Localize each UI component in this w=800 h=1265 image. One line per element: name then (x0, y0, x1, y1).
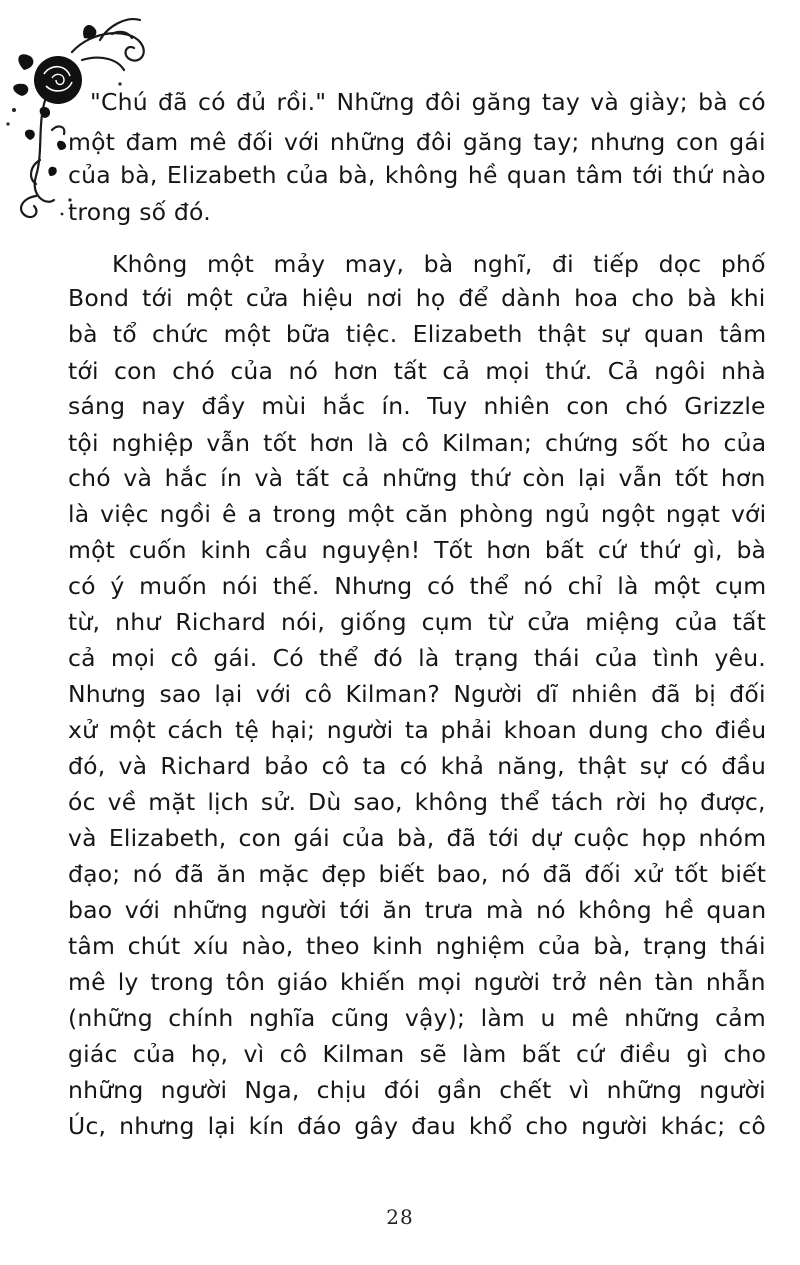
text-line: cả mọi cô gái. Có thể đó là trạng thái của tình yêu. (68, 644, 766, 672)
text-line: đó, và Richard bảo cô ta có khả năng, thật sự có đầu (68, 752, 767, 780)
text-line: và Elizabeth, con gái của bà, đã tới dự cuộc họp nhóm (68, 824, 767, 852)
text-line: trong số đó. (68, 198, 211, 226)
rose-icon (34, 56, 82, 104)
text-line: tới con chó của nó hơn tất cả mọi thứ. Cả ngôi nhà (68, 357, 766, 385)
text-line: của bà, Elizabeth của bà, không hề quan tâm tới thứ nào (68, 161, 766, 189)
text-line: mê ly trong tôn giáo khiến mọi người trở nên tàn nhẫn (68, 968, 766, 996)
text-line: bao với những người tới ăn trưa mà nó không hề quan (68, 896, 767, 924)
text-line: bà tổ chức một bữa tiệc. Elizabeth thật sự quan tâm (68, 320, 767, 348)
text-line: xử một cách tệ hại; người ta phải khoan dung cho điều (68, 716, 767, 744)
text-line: tội nghiệp vẫn tốt hơn là cô Kilman; chứng sốt ho của (68, 429, 767, 457)
text-line: những người Nga, chịu đói gần chết vì những người (68, 1076, 766, 1104)
text-line: (những chính nghĩa cũng vậy); làm u mê những cảm (68, 1004, 766, 1032)
text-line: Không một mảy may, bà nghĩ, đi tiếp dọc phố (112, 250, 766, 278)
text-line: Úc, nhưng lại kín đáo gây đau khổ cho người khác; cô (68, 1112, 767, 1140)
text-line: óc về mặt lịch sử. Dù sao, không thể tách rời họ được, (68, 788, 766, 816)
text-line: "Chú đã có đủ rồi." Những đôi găng tay và giày; bà có (90, 88, 766, 116)
text-line: Nhưng sao lại với cô Kilman? Người dĩ nhiên đã bị đối (68, 680, 766, 708)
text-line: chó và hắc ín và tất cả những thứ còn lại vẫn tốt hơn (68, 464, 766, 492)
text-line: giác của họ, vì cô Kilman sẽ làm bất cứ điều gì cho (68, 1040, 767, 1068)
text-line: một cuốn kinh cầu nguyện! Tốt hơn bất cứ thứ gì, bà (68, 536, 767, 564)
text-line: là việc ngồi ê a trong một căn phòng ngủ ngột ngạt với (68, 500, 767, 528)
text-line: từ, như Richard nói, giống cụm từ cửa miệng của tất (68, 608, 767, 636)
text-line: sáng nay đầy mùi hắc ín. Tuy nhiên con chó Grizzle (68, 392, 766, 420)
text-line: có ý muốn nói thế. Nhưng có thể nó chỉ là một cụm (68, 572, 767, 600)
page-number: 28 (386, 1205, 414, 1229)
text-line: một đam mê đối với những đôi găng tay; nhưng con gái (68, 128, 766, 156)
text-line: Bond tới một cửa hiệu nơi họ để dành hoa cho bà khi (68, 284, 766, 312)
text-line: tâm chút xíu nào, theo kinh nghiệm của bà, trạng thái (68, 932, 766, 960)
text-line: đạo; nó đã ăn mặc đẹp biết bao, nó đã đối xử tốt biết (68, 860, 767, 888)
